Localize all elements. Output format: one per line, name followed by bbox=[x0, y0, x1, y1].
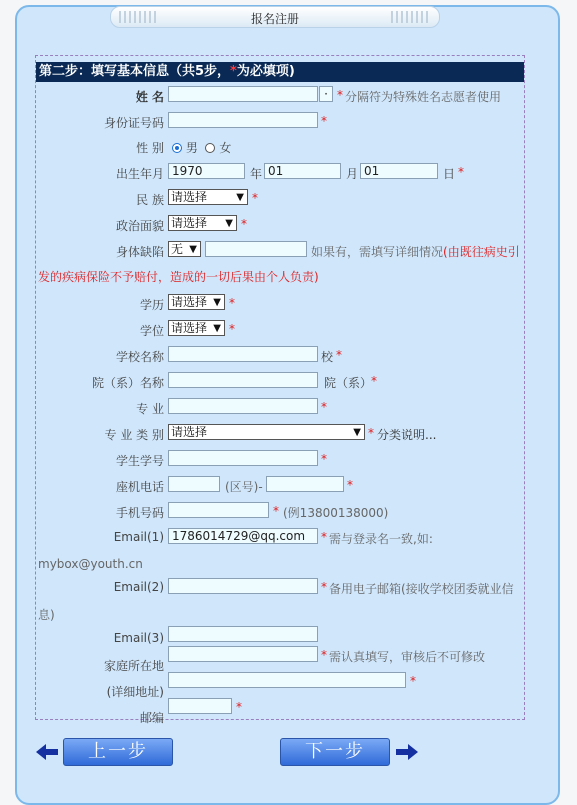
department-required: * bbox=[371, 374, 377, 388]
step-prefix: 第二步：填写基本信息（共5步， bbox=[39, 64, 231, 79]
email2-hint-line2: 息) bbox=[38, 608, 55, 622]
school-input[interactable] bbox=[168, 346, 318, 362]
phone-required: * bbox=[347, 478, 353, 492]
politics-required: * bbox=[241, 217, 247, 231]
email1-input[interactable]: 1786014729@qq.com bbox=[168, 528, 318, 544]
left-arrow-icon[interactable] bbox=[36, 744, 58, 760]
disability-select[interactable] bbox=[168, 241, 201, 257]
disability-hint-b: (由既往病史引 bbox=[443, 245, 520, 259]
zip-required: * bbox=[236, 700, 242, 714]
chevron-down-icon: ▼ bbox=[189, 244, 197, 255]
prev-step-button[interactable]: 上一步 bbox=[63, 738, 173, 766]
disability-select-value: 无 bbox=[171, 242, 184, 256]
phone-label: 座机电话 bbox=[115, 480, 164, 494]
degree-required: * bbox=[229, 322, 235, 336]
address-detail-label: (详细地址) bbox=[106, 685, 164, 699]
birth-day-input[interactable]: 01 bbox=[360, 163, 438, 179]
email1-hint-line2: mybox@youth.cn bbox=[38, 557, 143, 571]
nation-required: * bbox=[252, 191, 258, 205]
politics-select-value: 请选择 bbox=[171, 216, 208, 230]
birth-year-input[interactable]: 1970 bbox=[168, 163, 245, 179]
gender-male-radio[interactable] bbox=[172, 143, 182, 153]
birth-year-unit: 年 bbox=[250, 167, 263, 181]
gender-female-label: 女 bbox=[219, 141, 232, 155]
address-detail-input[interactable] bbox=[168, 672, 406, 688]
phone-area-input[interactable] bbox=[168, 476, 220, 492]
chevron-down-icon: ▼ bbox=[225, 218, 233, 229]
nation-label: 民 族 bbox=[136, 193, 164, 207]
idcard-label: 身份证号码 bbox=[103, 116, 164, 130]
birth-month-input[interactable]: 01 bbox=[264, 163, 341, 179]
address-required: * bbox=[321, 648, 327, 662]
phone-area-label: (区号)- bbox=[225, 480, 263, 494]
education-select-value: 请选择 bbox=[171, 295, 208, 309]
nation-select[interactable] bbox=[168, 189, 248, 205]
disability-hint-line2: 发的疾病保险不予赔付，造成的一切后果由个人负责) bbox=[38, 270, 319, 284]
phone-number-input[interactable] bbox=[266, 476, 344, 492]
chevron-down-icon: ▼ bbox=[353, 427, 361, 438]
gender-label: 性 别 bbox=[136, 141, 164, 155]
email1-required: * bbox=[321, 530, 327, 544]
degree-label: 学位 bbox=[139, 324, 164, 338]
next-step-button[interactable]: 下一步 bbox=[280, 738, 390, 766]
gender-female-radio[interactable] bbox=[205, 143, 215, 153]
email2-hint: 备用电子邮箱(接收学校团委就业信 bbox=[329, 582, 514, 596]
school-label: 学校名称 bbox=[115, 350, 164, 364]
student-id-label: 学生学号 bbox=[115, 454, 164, 468]
major-type-select-value: 请选择 bbox=[171, 425, 208, 439]
gender-male-label: 男 bbox=[185, 141, 198, 155]
address-detail-required: * bbox=[410, 674, 416, 688]
email1-hint: 需与登录名一致,如: bbox=[329, 532, 433, 546]
mobile-label: 手机号码 bbox=[115, 506, 164, 520]
disability-detail-input[interactable] bbox=[205, 241, 307, 257]
department-label: 院（系）名称 bbox=[91, 376, 164, 390]
birth-day-unit: 日 bbox=[443, 167, 456, 181]
zip-input[interactable] bbox=[168, 698, 232, 714]
email3-label: Email(3) bbox=[113, 631, 164, 645]
education-select[interactable] bbox=[168, 294, 225, 310]
major-input[interactable] bbox=[168, 398, 318, 414]
student-id-input[interactable] bbox=[168, 450, 318, 466]
tab-decoration-right bbox=[391, 11, 431, 23]
politics-label: 政治面貌 bbox=[115, 219, 164, 233]
email2-required: * bbox=[321, 580, 327, 594]
mobile-required: * bbox=[273, 504, 279, 518]
email2-input[interactable] bbox=[168, 578, 318, 594]
department-input[interactable] bbox=[168, 372, 318, 388]
mobile-input[interactable] bbox=[168, 502, 269, 518]
address-province-input[interactable] bbox=[168, 646, 318, 662]
degree-select[interactable] bbox=[168, 320, 225, 336]
name-separator-button[interactable]: · bbox=[319, 86, 333, 102]
major-type-label: 专 业 类 别 bbox=[104, 428, 164, 442]
step-suffix: 为必填项) bbox=[236, 64, 295, 79]
disability-label: 身体缺陷 bbox=[115, 245, 164, 259]
major-required: * bbox=[321, 400, 327, 414]
birth-label: 出生年月 bbox=[115, 167, 164, 181]
student-id-required: * bbox=[321, 452, 327, 466]
idcard-required: * bbox=[321, 114, 327, 128]
education-required: * bbox=[229, 296, 235, 310]
politics-select[interactable] bbox=[168, 215, 237, 231]
school-unit: 校 bbox=[321, 350, 334, 364]
major-label: 专 业 bbox=[136, 402, 164, 416]
email2-label: Email(2) bbox=[113, 580, 164, 594]
name-required: * bbox=[337, 88, 343, 102]
degree-select-value: 请选择 bbox=[171, 321, 208, 335]
name-label: 姓 名 bbox=[135, 90, 164, 104]
title-tab bbox=[110, 6, 440, 28]
department-unit: 院（系） bbox=[324, 376, 373, 390]
education-label: 学历 bbox=[139, 298, 164, 312]
right-arrow-icon[interactable] bbox=[396, 744, 418, 760]
address-hint: 需认真填写，审核后不可修改 bbox=[329, 650, 486, 664]
step-star: * bbox=[230, 64, 237, 79]
step-header bbox=[36, 62, 524, 82]
zip-label: 邮编 bbox=[139, 711, 164, 725]
major-type-explain-link[interactable]: 分类说明... bbox=[377, 428, 437, 442]
name-input[interactable] bbox=[168, 86, 318, 102]
major-type-select[interactable] bbox=[168, 424, 365, 440]
chevron-down-icon: ▼ bbox=[213, 323, 221, 334]
school-required: * bbox=[336, 348, 342, 362]
disability-hint bbox=[311, 243, 520, 260]
gender-options bbox=[172, 139, 231, 156]
chevron-down-icon: ▼ bbox=[236, 192, 244, 203]
nation-select-value: 请选择 bbox=[171, 190, 208, 204]
birth-month-unit: 月 bbox=[346, 167, 359, 181]
mobile-hint: (例13800138000) bbox=[283, 506, 389, 520]
birth-required: * bbox=[458, 165, 464, 179]
idcard-input[interactable] bbox=[168, 112, 318, 128]
disability-hint-a: 如果有，需填写详细情况 bbox=[311, 245, 444, 259]
address-label: 家庭所在地 bbox=[103, 659, 164, 673]
major-type-required: * bbox=[368, 426, 374, 440]
chevron-down-icon: ▼ bbox=[213, 297, 221, 308]
email1-label: Email(1) bbox=[113, 530, 164, 544]
page-title: 报名注册 bbox=[250, 12, 299, 26]
name-hint: 分隔符为特殊姓名志愿者使用 bbox=[345, 90, 502, 104]
email3-input[interactable] bbox=[168, 626, 318, 642]
